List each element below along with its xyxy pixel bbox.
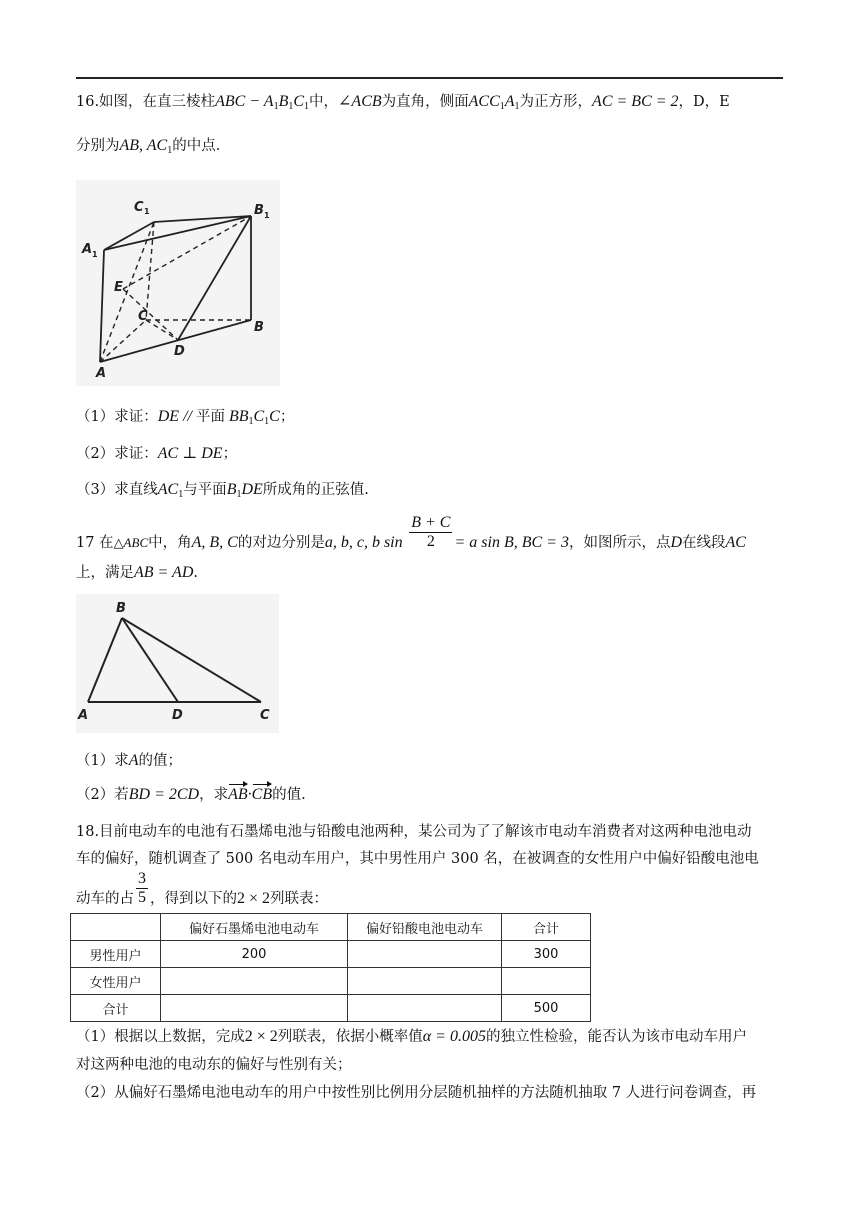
q16-part-1: [76, 407, 782, 432]
q17-p2-text-3: 的值.: [272, 787, 306, 803]
label-B: B: [116, 601, 126, 616]
q16-prism-name: ABC − $A_1B_1C_1$: [215, 93, 310, 112]
q17-dot: ·: [247, 786, 252, 803]
table-cell: 200: [161, 941, 348, 968]
q18-part-1: [76, 1027, 782, 1047]
label-B1: B: [254, 203, 264, 218]
q16-face: $ACC_1A_1$: [468, 93, 520, 112]
q17-intro-3: 的对边分别是: [237, 534, 325, 551]
q17-p2-text-2: ，求: [199, 787, 229, 803]
svg-text:1: 1: [92, 250, 98, 259]
label-E: E: [114, 280, 123, 295]
table-cell: [348, 995, 502, 1022]
q18-frac-den: 5: [138, 889, 146, 906]
q17-intro-2: 中，角: [148, 534, 192, 551]
q17-p2-eq: BD = 2CD: [128, 786, 200, 803]
label-A: A: [96, 366, 107, 381]
table-header-cell: 偏好石墨烯电池电动车: [161, 914, 348, 941]
q17-part-1: [76, 751, 782, 771]
contingency-table: [70, 913, 591, 1022]
q16-p3-text-2: 与平面: [183, 482, 227, 498]
q16-line2-end: 的中点.: [172, 138, 221, 154]
q17-vector-CB: CB: [251, 786, 273, 803]
q17-frac-num: B + C: [411, 514, 451, 531]
q17-frac-den: 2: [426, 533, 435, 550]
q16-p2-math: AC ⊥ DE: [157, 445, 223, 462]
q16-angle: ∠ACB: [338, 93, 382, 110]
q17-p1-text-2: 的值；: [138, 753, 183, 769]
q16-intro-text-3: 为直角，侧面: [381, 94, 469, 110]
q17-p2-text: （2）若: [76, 787, 129, 803]
q17-line-2: [76, 563, 782, 583]
label-A1: A: [82, 242, 93, 257]
table-cell: 男性用户: [71, 941, 161, 968]
q16-equation: AC = BC = 2: [592, 93, 679, 110]
q17-line2-text: 上，满足: [76, 565, 134, 581]
table-cell: [161, 968, 348, 995]
q17-intro-4: ，如图所示，点: [568, 534, 671, 551]
q16-points: AB, $AC_1$: [119, 137, 173, 156]
q18-p1-text-2: 列联表，依据小概率值: [277, 1029, 423, 1045]
q17-segment: AC: [725, 533, 746, 551]
q16-part-3: [76, 480, 782, 505]
table-header-cell: 偏好铅酸电池电动车: [348, 914, 502, 941]
table-cell: 300: [502, 941, 591, 968]
q18-p1-alpha: α = 0.005: [422, 1028, 486, 1045]
q18-line3-text: 动车的占: [76, 890, 134, 907]
q16-p1-label: （1）求证：: [76, 409, 158, 425]
q16-intro-text-4: 为正方形，: [519, 94, 593, 110]
q16-line-2: [76, 136, 782, 161]
q16-p2-label: （2）求证：: [76, 446, 158, 462]
label-D: D: [172, 708, 183, 723]
table-header-cell: [71, 914, 161, 941]
q17-line-1: [76, 516, 782, 556]
q18-line-3: [76, 872, 782, 912]
label-A: A: [78, 708, 89, 723]
q17-condition: = a sin B, BC = 3: [454, 533, 569, 551]
q18-line3-text-3: 列联表：: [270, 890, 329, 907]
q17-intro-5: 在线段: [682, 534, 726, 551]
table-row: [71, 968, 591, 995]
header-rule: [76, 77, 783, 79]
table-cell: 女性用户: [71, 968, 161, 995]
q16-p1-end: ；: [279, 409, 295, 425]
table-header-cell: 合计: [502, 914, 591, 941]
q18-p1-table: 2 × 2: [244, 1028, 278, 1045]
q16-p3-text: （3）求直线: [76, 482, 158, 498]
q18-part-1-line-2: 对这两种电池的电动东的偏好与性别有关；: [76, 1057, 352, 1073]
label-D: D: [174, 344, 185, 359]
table-cell: 500: [502, 995, 591, 1022]
table-row: [71, 995, 591, 1022]
q16-intro-text-2: 中，: [309, 94, 339, 110]
q17-triangle: △ABC: [113, 534, 149, 550]
q16-p3-plane: $B_1DE$: [226, 481, 263, 500]
q16-intro-text-5: ，D，E: [678, 94, 730, 110]
q16-line2-text: 分别为: [76, 138, 120, 154]
q17-angles: A, B, C: [191, 533, 238, 551]
table-cell: [502, 968, 591, 995]
q17-p1-text: （1）求: [76, 753, 129, 769]
prism-figure: [76, 180, 280, 386]
q18-line-1: 18.目前电动车的电池有石墨烯电池与铅酸电池两种，某公司为了了解该市电动车消费者对这两种电池电动: [76, 824, 752, 840]
q16-part-2: [76, 444, 782, 464]
table-cell: 合计: [71, 995, 161, 1022]
q17-part-2: [76, 785, 782, 805]
q18-p1-text: （1）根据以上数据，完成: [76, 1029, 245, 1045]
q16-p3-text-3: 所成角的正弦值.: [262, 482, 369, 498]
q17-point-D: D: [670, 533, 683, 551]
q18-table-type: 2 × 2: [237, 889, 271, 907]
table-row: [71, 941, 591, 968]
table-cell: [348, 941, 502, 968]
q18-part-2: （2）从偏好石墨烯电池电动车的用户中按性别比例用分层随机抽样的方法随机抽取 7 人进行问卷调查，再: [76, 1085, 757, 1101]
q17-fraction: [409, 514, 452, 551]
table-cell: [161, 995, 348, 1022]
q16-line-1: [76, 92, 782, 117]
q18-frac-num: 3: [138, 870, 146, 887]
q16-p3-line: $AC_1$: [157, 481, 184, 500]
label-C1: C: [134, 200, 144, 215]
q17-sides: a, b, c, b sin: [324, 533, 403, 551]
triangle-figure: [76, 594, 279, 733]
q16-p1-plane: $BB_1C_1C$: [224, 408, 280, 427]
q18-line-2: 车的偏好，随机调查了 500 名电动车用户，其中男性用户 300 名，在被调查的女性用户中偏好铅酸电池电: [76, 851, 759, 867]
table-header-row: [71, 914, 591, 941]
q17-line2-end: .: [193, 565, 198, 581]
q18-fraction: [136, 870, 148, 907]
q17-vector-AB: AB: [228, 786, 248, 803]
svg-text:1: 1: [144, 207, 150, 216]
q16-p1-math: DE //: [157, 408, 196, 425]
q17-intro: 17 在: [76, 534, 114, 551]
q16-p2-end: ；: [222, 446, 238, 462]
q18-line3-text-2: ，得到以下的: [150, 890, 237, 907]
label-C: C: [260, 708, 270, 723]
table-cell: [348, 968, 502, 995]
svg-text:1: 1: [264, 211, 270, 220]
label-B: B: [254, 320, 264, 335]
q17-p1-var: A: [128, 752, 139, 769]
label-C: C: [138, 309, 148, 324]
q16-intro-text: 16.如图，在直三棱柱: [76, 94, 216, 110]
q16-p1-plane-word: 平面: [195, 409, 225, 425]
q17-equation: AB = AD: [134, 564, 194, 581]
q18-p1-text-3: 的独立性检验，能否认为该市电动车用户: [485, 1029, 747, 1045]
